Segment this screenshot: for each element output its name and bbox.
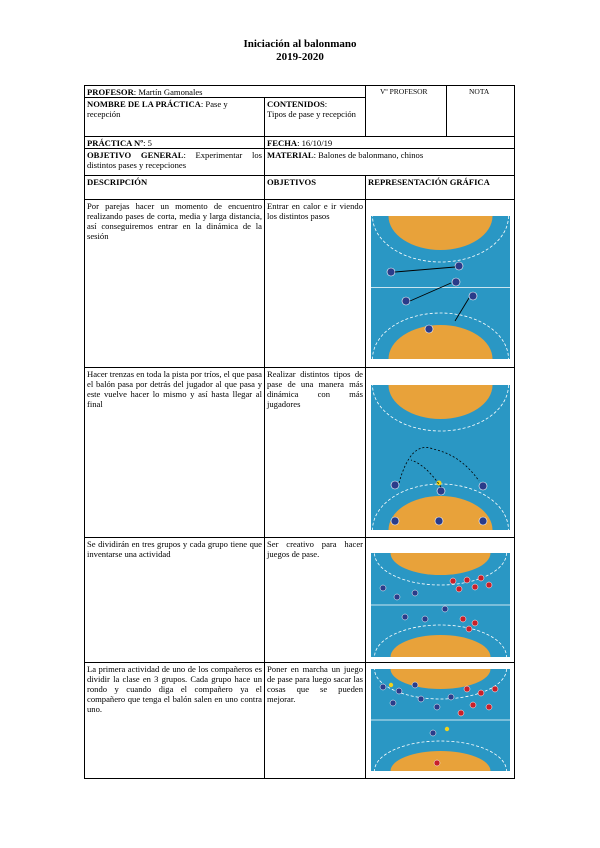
nombre-value: : Pase y recepción: [87, 99, 228, 119]
court-diagram-3: [371, 553, 510, 657]
court-diagram-4: [371, 669, 510, 771]
objetivo-label: OBJETIVO GENERAL: [87, 150, 184, 160]
objetivo-row-2: Realizar distintos tipos de pase de una manera más dinámica con más jugadores: [264, 367, 366, 538]
material-cell: [264, 148, 515, 176]
practica-value: : 5: [143, 138, 152, 148]
descripcion-row-3: Se dividirán en tres grupos y cada grupo tiene que inventarse una actividad: [84, 537, 265, 663]
descripcion-header: [84, 175, 265, 200]
court-diagram-2: [371, 385, 510, 530]
doc-year: 2019-2020: [276, 51, 324, 63]
fecha-value: : 16/10/19: [297, 138, 333, 148]
doc-title: Iniciación al balonmano: [243, 38, 357, 50]
objetivo-row-3: Ser creativo para hacer juegos de pase.: [264, 537, 366, 663]
nombre-label: NOMBRE DE LA PRÁCTICA: [87, 99, 201, 109]
profesor-label: PROFESOR: [87, 87, 134, 97]
nota-label: NOTA: [469, 87, 490, 96]
descripcion-row-2: Hacer trenzas en toda la pista por tríos, el que pasa el balón pasa por detrás del jugador al que pasa y este vuelve hacer lo mismo y así hasta llegar al final: [84, 367, 265, 538]
descripcion-row-4: La primera actividad de uno de los compañeros es dividir la clase en 3 grupos. Cada grupo hace un rondo y cuando diga el compañero ya el compañero que tenga el balón salen en uno contra uno.: [84, 662, 265, 779]
contenidos-label: CONTENIDOS: [267, 99, 325, 109]
contenidos-value: Tipos de pase y recepción: [267, 109, 356, 119]
objetivos-header-text: OBJETIVOS: [267, 177, 317, 187]
court-diagram-1: [371, 216, 510, 359]
practica-label: PRÁCTICA Nº: [87, 138, 144, 148]
vb-profesor-label: Vº PROFESOR: [380, 87, 428, 96]
nota-cell: [446, 85, 515, 137]
descripcion-header-text: DESCRIPCIÓN: [87, 177, 148, 187]
nombre-practica-cell: [84, 97, 265, 137]
material-value: : Balones de balonmano, chinos: [313, 150, 424, 160]
objetivo-value: : Experimentar los distintos pases y recepciones: [87, 150, 263, 170]
objetivo-general-cell: [84, 148, 265, 176]
descripcion-row-1: Por parejas hacer un momento de encuentro realizando pases de corta, media y larga distancia, así conseguiremos entrar en la dinámica de la sesión: [84, 199, 265, 368]
fecha-label: FECHA: [267, 138, 298, 148]
representacion-header-text: REPRESENTACIÓN GRÁFICA: [368, 177, 490, 187]
representacion-header: [365, 175, 515, 200]
contenidos-cell: CONTENIDOS: Tipos de pase y recepción: [264, 97, 366, 137]
objetivos-header: [264, 175, 366, 200]
objetivo-row-1: Entrar en calor e ir viendo los distintos pasos: [264, 199, 366, 368]
vb-profesor-cell: [365, 85, 447, 137]
objetivo-row-4: Poner en marcha un juego de pase para luego sacar las cosas que se pueden mejorar.: [264, 662, 366, 779]
profesor-value: : Martín Gamonales: [133, 87, 203, 97]
material-label: MATERIAL: [267, 150, 314, 160]
